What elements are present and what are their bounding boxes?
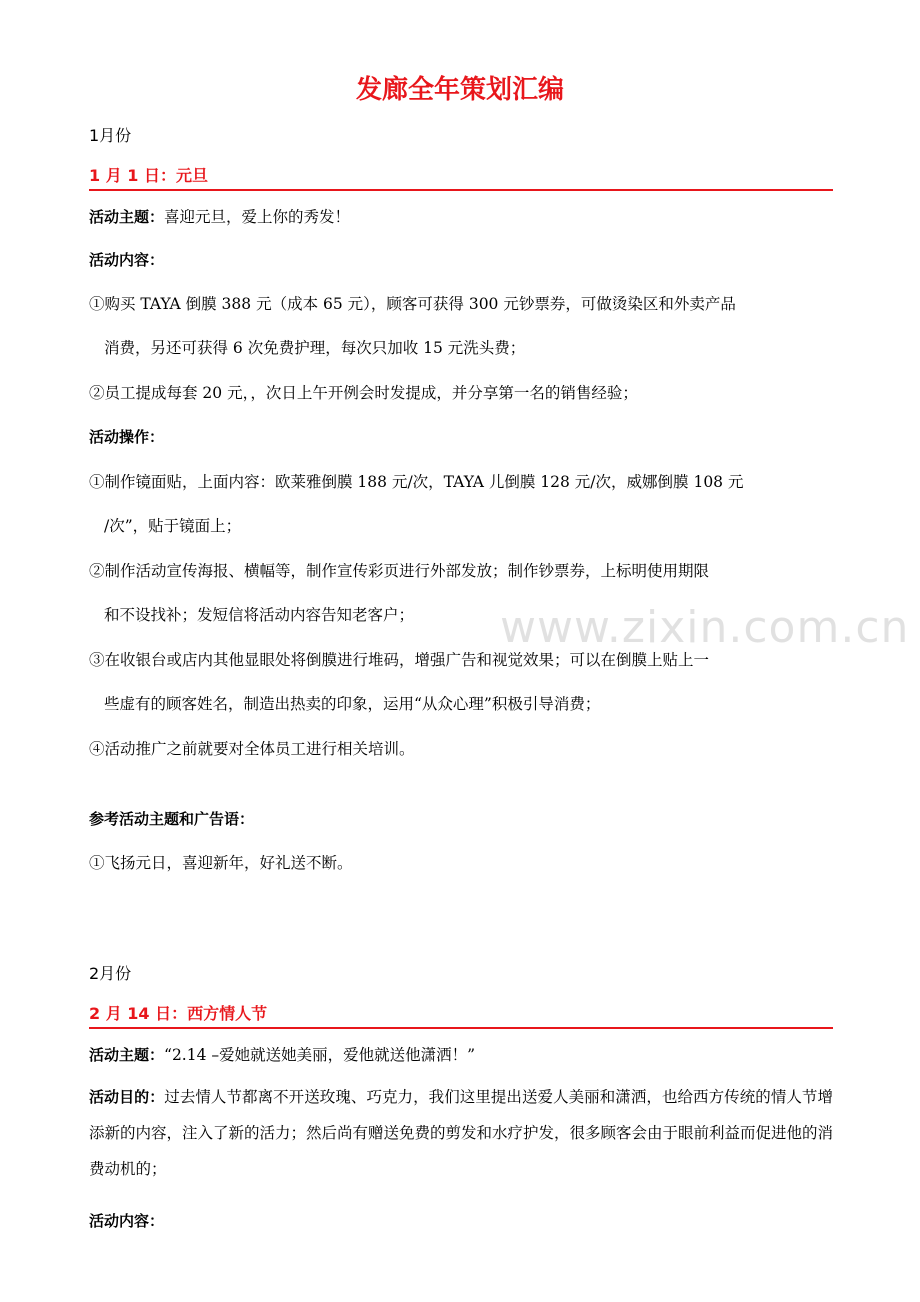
purpose-paragraph-feb bbox=[89, 1079, 833, 1187]
content-label-feb: 活动内容： bbox=[89, 1212, 165, 1230]
operation-item-1-line-2: /次”，贴于镜面上； bbox=[104, 517, 242, 535]
watermark: www.zixin.com.cn bbox=[500, 602, 910, 653]
month-label-jan: 1月份 bbox=[89, 126, 132, 145]
section-heading-feb: 2 月 14 日：西方情人节 bbox=[89, 1002, 833, 1029]
theme-text: 喜迎元旦，爱上你的秀发！ bbox=[164, 208, 351, 226]
operation-item-4: ④活动推广之前就要对全体员工进行相关培训。 bbox=[89, 740, 415, 758]
slogan-label-jan: 参考活动主题和广告语： bbox=[89, 810, 255, 828]
theme-label: 活动主题： bbox=[89, 1046, 165, 1064]
content-item-1-line-2: 消费，另还可获得 6 次免费护理，每次只加收 15 元洗头费； bbox=[104, 339, 526, 357]
content-label-jan: 活动内容： bbox=[89, 251, 165, 269]
theme-line-jan bbox=[89, 205, 350, 229]
operation-item-1-line-1: ①制作镜面贴，上面内容：欧莱雅倒膜 188 元/次，TAYA 儿倒膜 128 元/次，威娜倒膜 108 元 bbox=[89, 473, 744, 491]
slogan-item-1: ①飞扬元日，喜迎新年，好礼送不断。 bbox=[89, 854, 353, 872]
purpose-text: 过去情人节都离不开送玫瑰、巧克力，我们这里提出送爱人美丽和潇洒，也给西方传统的情人节增添新的内容，注入了新的活力；然后尚有赠送免费的剪发和水疗护发，很多顾客会由于眼前利益而促进他的消费动机的； bbox=[89, 1088, 834, 1178]
operation-item-3-line-1: ③在收银台或店内其他显眼处将倒膜进行堆码，增强广告和视觉效果；可以在倒膜上贴上一 bbox=[89, 651, 710, 669]
content-item-2: ②员工提成每套 20 元，，次日上午开例会时发提成，并分享第一名的销售经验； bbox=[89, 384, 638, 402]
operation-item-2-line-2: 和不设找补；发短信将活动内容告知老客户； bbox=[104, 606, 415, 624]
page-title: 发廊全年策划汇编 bbox=[355, 75, 564, 105]
theme-text: “2.14 –爱她就送她美丽，爱他就送他潇洒！” bbox=[164, 1046, 476, 1064]
section-heading-jan: 1 月 1 日：元旦 bbox=[89, 164, 833, 191]
operation-item-3-line-2: 些虚有的顾客姓名，制造出热卖的印象，运用“从众心理”积极引导消费； bbox=[104, 695, 601, 713]
theme-line-feb bbox=[89, 1043, 475, 1067]
purpose-label: 活动目的： bbox=[89, 1088, 165, 1106]
theme-label: 活动主题： bbox=[89, 208, 165, 226]
operation-label-jan: 活动操作： bbox=[89, 428, 165, 446]
content-item-1-line-1: ①购买 TAYA 倒膜 388 元（成本 65 元），顾客可获得 300 元钞票券，可做烫染区和外卖产品 bbox=[89, 295, 736, 313]
month-label-feb: 2月份 bbox=[89, 964, 132, 983]
operation-item-2-line-1: ②制作活动宣传海报、横幅等，制作宣传彩页进行外部发放；制作钞票券，上标明使用期限 bbox=[89, 562, 710, 580]
